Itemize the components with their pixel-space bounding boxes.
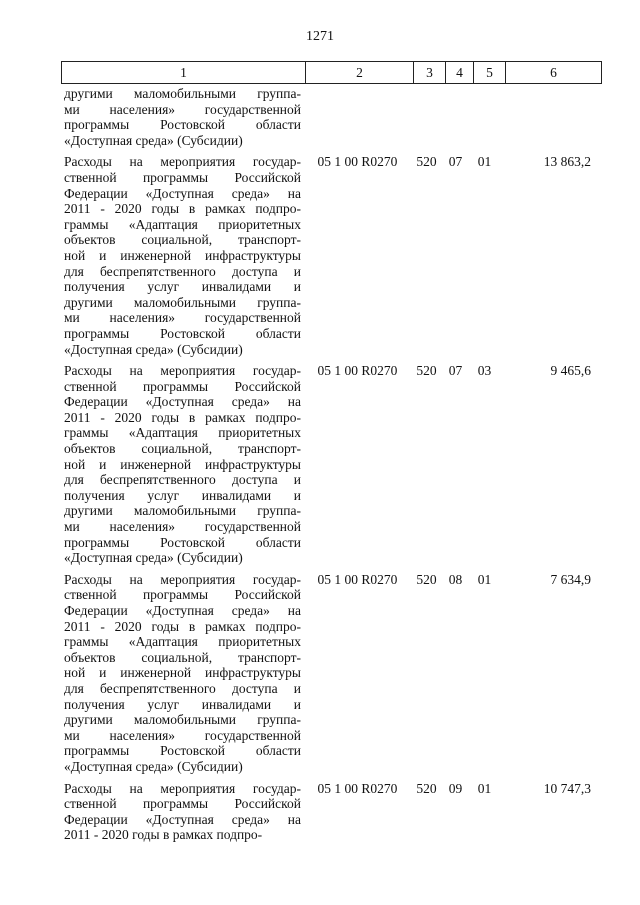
description-line: Расходы на мероприятия государ- (64, 571, 301, 587)
section-code: 07 (448, 154, 463, 170)
description-line: ственной программы Российской (64, 378, 301, 394)
section-code (442, 86, 469, 148)
description-line: Расходы на мероприятия государ- (64, 154, 301, 170)
section-code: 09 (448, 780, 463, 796)
column-header-2: 2 (306, 62, 414, 84)
description-line: ной и инженерной инфраструктуры (64, 665, 301, 681)
description-line: ственной программы Российской (64, 169, 301, 185)
description-line: программы Ростовской области (64, 325, 301, 341)
description-line: Федерации «Доступная среда» на (64, 394, 301, 410)
budget-code: 05 1 00 R0270 (317, 780, 398, 796)
description-line: программы Ростовской области (64, 117, 301, 133)
column-header-3: 3 (414, 62, 446, 84)
description-line: программы Ростовской области (64, 534, 301, 550)
description-line: 2011 - 2020 годы в рамках подпро- (64, 827, 263, 843)
amount-value: 13 863,2 (543, 154, 591, 170)
description-line: Расходы на мероприятия государ- (64, 780, 301, 796)
description-line: Расходы на мероприятия государ- (64, 363, 301, 379)
expense-type-code (411, 86, 442, 148)
description-line: ной и инженерной инфраструктуры (64, 456, 301, 472)
subsection-code (469, 86, 500, 148)
table-row (61, 363, 595, 566)
description-line: «Доступная среда» (Субсидии) (64, 132, 243, 148)
description-line: для беспрепятственного доступа и (64, 472, 301, 488)
subsection-code: 01 (477, 780, 492, 796)
description-line: граммы «Адаптация приоритетных (64, 216, 301, 232)
expense-type-code: 520 (416, 363, 437, 379)
description-line: получения услуг инвалидами и (64, 279, 301, 295)
budget-code: 05 1 00 R0270 (317, 571, 398, 587)
column-header-4: 4 (446, 62, 474, 84)
description-line: другими маломобильными группа- (64, 712, 301, 728)
description-line: другими маломобильными группа- (64, 86, 301, 101)
description-line: 2011 - 2020 годы в рамках подпро- (64, 201, 301, 217)
description-line: ми населения» государственной (64, 310, 301, 326)
description-line: получения услуг инвалидами и (64, 487, 301, 503)
description-line: Федерации «Доступная среда» на (64, 185, 301, 201)
subsection-code: 03 (477, 363, 492, 379)
description-line: ми населения» государственной (64, 101, 301, 117)
subsection-code: 01 (477, 154, 492, 170)
description-line: ной и инженерной инфраструктуры (64, 247, 301, 263)
amount-value: 10 747,3 (543, 780, 591, 796)
column-header-5: 5 (474, 62, 506, 84)
column-header-table (61, 61, 602, 84)
column-header-1: 1 (62, 62, 306, 84)
subsection-code: 01 (477, 571, 492, 587)
expense-type-code: 520 (416, 154, 437, 170)
section-code: 08 (448, 571, 463, 587)
budget-code (304, 86, 411, 148)
budget-code: 05 1 00 R0270 (317, 154, 398, 170)
description-line: ми населения» государственной (64, 727, 301, 743)
description-line: для беспрепятственного доступа и (64, 680, 301, 696)
description-line: другими маломобильными группа- (64, 294, 301, 310)
description-line: ственной программы Российской (64, 587, 301, 603)
table-row (61, 154, 595, 357)
amount-value (500, 86, 595, 148)
description-line: объектов социальной, транспорт- (64, 232, 301, 248)
description-line: граммы «Адаптация приоритетных (64, 634, 301, 650)
expense-description (61, 363, 304, 566)
description-line: Федерации «Доступная среда» на (64, 603, 301, 618)
description-line: для беспрепятственного доступа и (64, 263, 301, 279)
description-line: объектов социальной, транспорт- (64, 441, 301, 457)
description-line: «Доступная среда» (Субсидии) (64, 550, 243, 566)
description-line: объектов социальной, транспорт- (64, 649, 301, 665)
description-line: получения услуг инвалидами и (64, 696, 301, 712)
description-line: программы Ростовской области (64, 743, 301, 759)
description-line: другими маломобильными группа- (64, 503, 301, 519)
expense-description (61, 572, 304, 775)
budget-code: 05 1 00 R0270 (317, 363, 398, 379)
table-row (61, 781, 595, 843)
amount-value: 9 465,6 (550, 363, 591, 379)
section-code: 07 (448, 363, 463, 379)
expense-type-code: 520 (416, 780, 437, 796)
amount-value: 7 634,9 (550, 571, 591, 587)
budget-table (61, 86, 595, 843)
expense-description (61, 154, 304, 357)
expense-description (61, 86, 304, 148)
expense-description (61, 781, 304, 843)
description-line: ственной программы Российской (64, 796, 301, 812)
description-line: Федерации «Доступная среда» на (64, 811, 301, 827)
page-number: 1271 (306, 29, 334, 44)
description-line: 2011 - 2020 годы в рамках подпро- (64, 409, 301, 425)
column-header-6: 6 (506, 62, 602, 84)
description-line: 2011 - 2020 годы в рамках подпро- (64, 618, 301, 634)
description-line: «Доступная среда» (Субсидии) (64, 758, 243, 774)
expense-type-code: 520 (416, 571, 437, 587)
table-row (61, 86, 595, 148)
description-line: «Доступная среда» (Субсидии) (64, 341, 243, 357)
column-header-row (62, 62, 602, 84)
description-line: ми населения» государственной (64, 519, 301, 535)
table-row (61, 572, 595, 775)
description-line: граммы «Адаптация приоритетных (64, 425, 301, 441)
